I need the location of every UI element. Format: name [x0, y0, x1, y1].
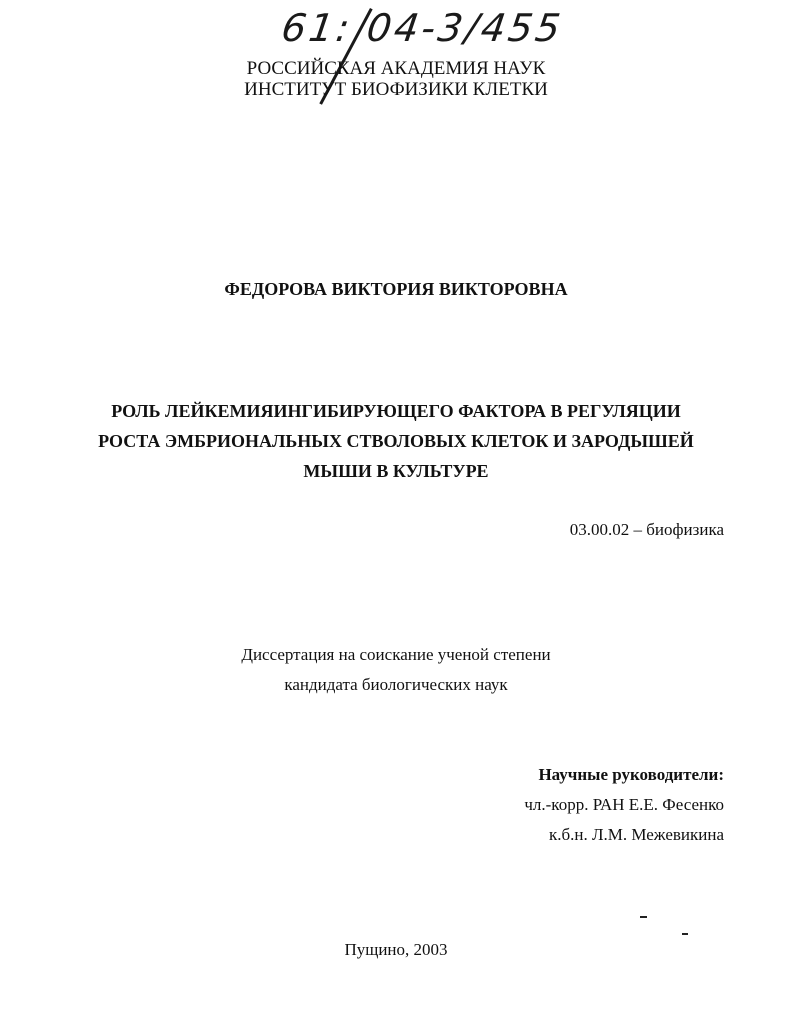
supervisor-1: чл.-корр. РАН Е.Е. Фесенко — [524, 795, 724, 814]
place-and-year: Пущино, 2003 — [344, 940, 448, 959]
scan-speck — [682, 933, 688, 935]
supervisors-block — [524, 760, 724, 850]
degree-statement — [0, 640, 792, 700]
scan-speck — [640, 916, 647, 918]
institute-name: ИНСТИТУТ БИОФИЗИКИ КЛЕТКИ — [244, 79, 548, 100]
title-line-3: МЫШИ В КУЛЬТУРЕ — [303, 461, 489, 481]
supervisors-heading: Научные руководители: — [538, 765, 724, 784]
academy-name: РОССИЙСКАЯ АКАДЕМИЯ НАУК — [246, 58, 546, 79]
title-line-1: РОЛЬ ЛЕЙКЕМИЯИНГИБИРУЮЩЕГО ФАКТОРА В РЕГУЛЯЦИИ — [111, 401, 681, 421]
specialty-code: 03.00.02 – биофизика — [569, 520, 724, 539]
degree-line-1: Диссертация на соискание ученой степени — [241, 645, 551, 664]
organization-header — [0, 58, 792, 100]
title-line-2: РОСТА ЭМБРИОНАЛЬНЫХ СТВОЛОВЫХ КЛЕТОК И ЗАРОДЫШЕЙ — [98, 431, 694, 451]
handwritten-stamp: 61: 04-3/455 — [278, 6, 566, 50]
author-name: ФЕДОРОВА ВИКТОРИЯ ВИКТОРОВНА — [224, 279, 568, 299]
supervisor-2: к.б.н. Л.М. Межевикина — [548, 825, 724, 844]
dissertation-title — [0, 396, 792, 486]
degree-line-2: кандидата биологических наук — [284, 675, 508, 694]
